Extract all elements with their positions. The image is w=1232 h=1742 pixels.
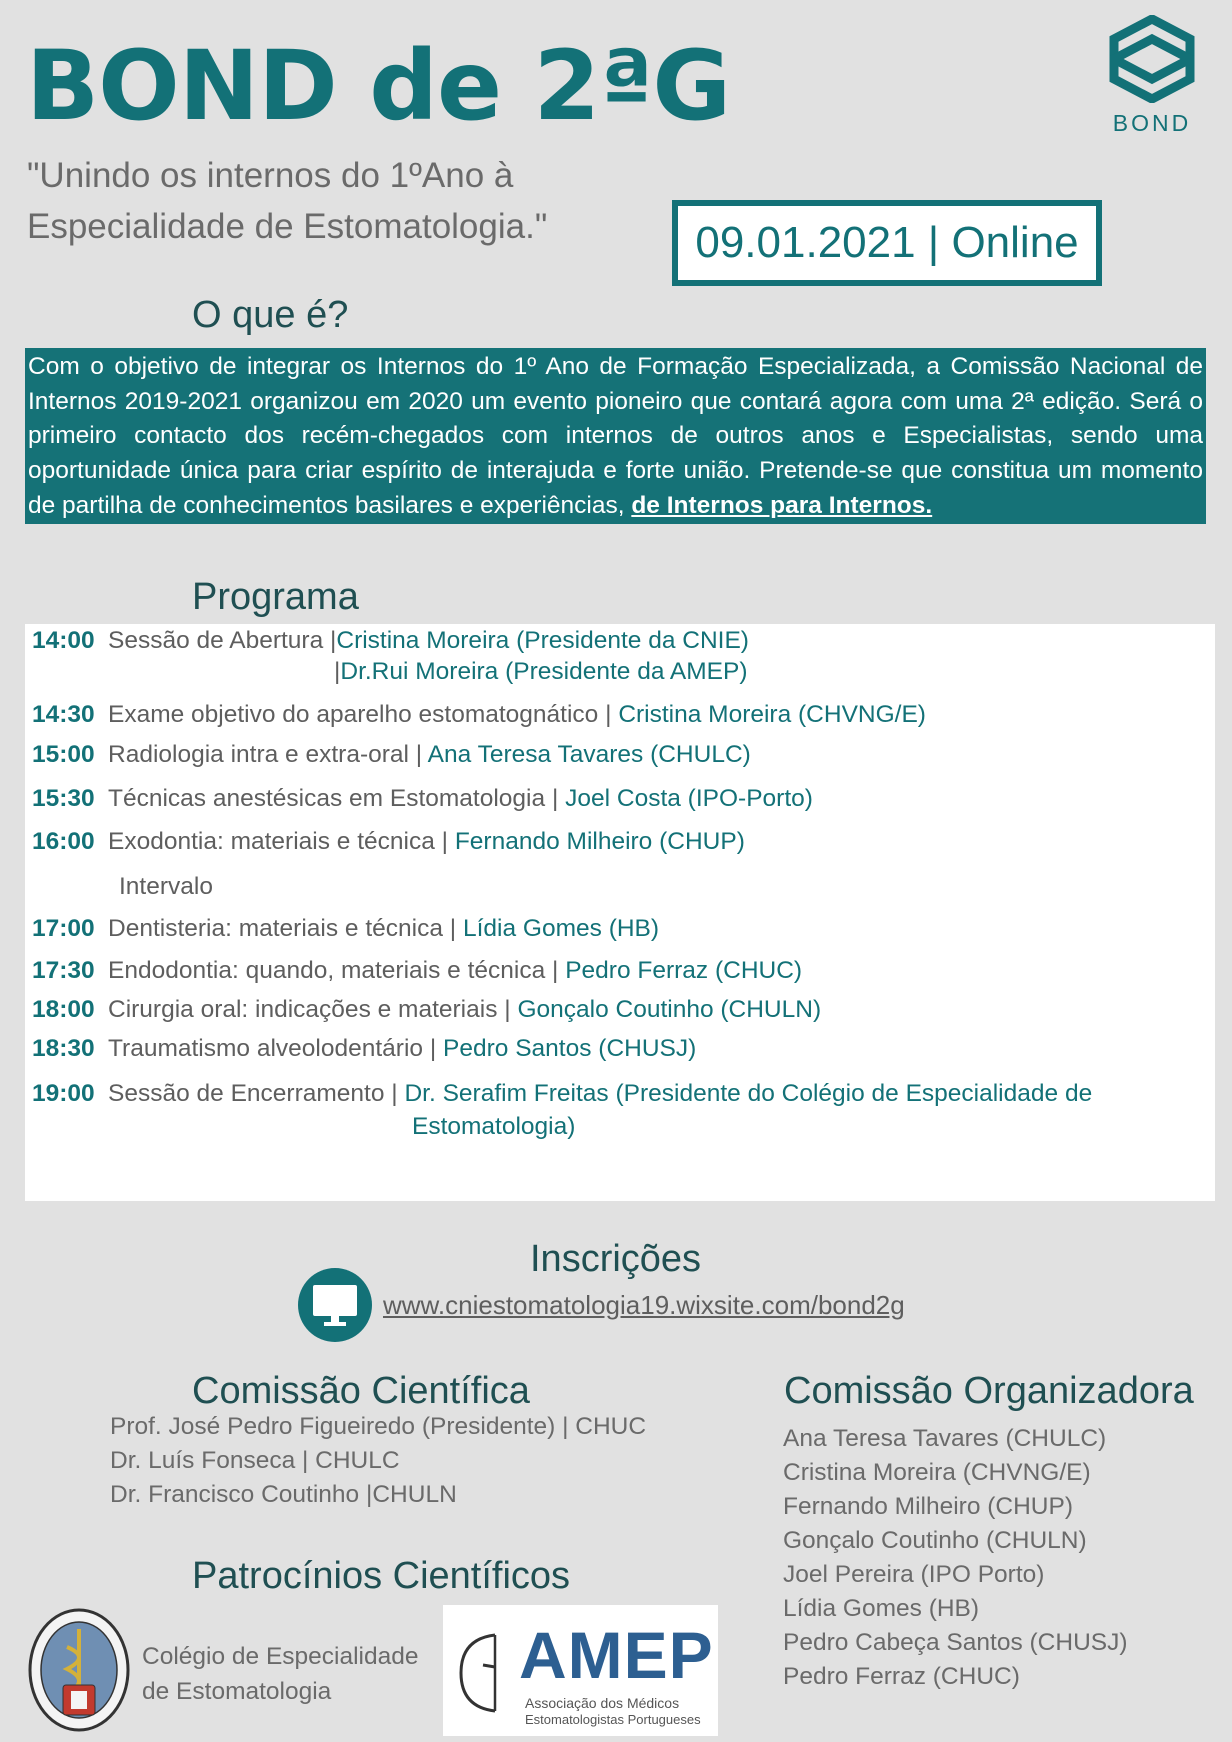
- bond-logo: [1102, 15, 1202, 137]
- program-speaker: Cristina Moreira (CHVNG/E): [618, 701, 926, 728]
- event-tagline: [27, 150, 547, 252]
- program-title: Dentisteria: materiais e técnica: [108, 915, 443, 942]
- amep-face-icon: [443, 1605, 523, 1736]
- ordem-medicos-seal-logo: [27, 1607, 131, 1733]
- program-time: 14:30: [32, 701, 95, 728]
- program-title: Traumatismo alveolodentário: [108, 1035, 424, 1062]
- college-sponsor-name: [142, 1639, 419, 1709]
- program-speaker: Joel Costa (IPO-Porto): [565, 785, 813, 812]
- list-item: Prof. José Pedro Figueiredo (Presidente) | CHUC: [110, 1413, 647, 1440]
- college-name-line-1: Colégio de Especialidade: [142, 1643, 419, 1670]
- program-speaker: Ana Teresa Tavares (CHULC): [427, 741, 751, 768]
- program-description: Dentisteria: materiais e técnica | Lídia Gomes (HB): [108, 915, 660, 942]
- sponsors-heading: Patrocínios Científicos: [192, 1555, 571, 1597]
- program-table: [25, 624, 1215, 1201]
- program-time: 15:00: [32, 741, 95, 768]
- scientific-committee-list: [110, 1410, 646, 1512]
- list-item: Fernando Milheiro (CHUP): [783, 1493, 1074, 1520]
- program-title: Exodontia: materiais e técnica: [108, 828, 435, 855]
- program-time: 14:00: [32, 627, 95, 654]
- organizing-committee-heading: Comissão Organizadora: [784, 1370, 1194, 1412]
- program-speaker: Lídia Gomes (HB): [462, 915, 660, 942]
- separator: |: [334, 658, 341, 685]
- about-box: [25, 348, 1206, 524]
- list-item: Lídia Gomes (HB): [783, 1595, 980, 1622]
- program-title: Cirurgia oral: indicações e materiais: [108, 996, 498, 1023]
- program-title: Radiologia intra e extra-oral: [108, 741, 409, 768]
- program-description: Cirurgia oral: indicações e materiais | Gonçalo Coutinho (CHULN): [108, 996, 822, 1023]
- logo-text: BOND: [1112, 110, 1192, 136]
- tagline-line-1: "Unindo os internos do 1ºAno à: [27, 156, 514, 195]
- amep-subtitle-1: Associação dos Médicos: [525, 1695, 680, 1711]
- program-speaker: Gonçalo Coutinho (CHULN): [517, 996, 822, 1023]
- program-title: Técnicas anestésicas em Estomatologia: [108, 785, 546, 812]
- scientific-committee-heading: Comissão Científica: [192, 1370, 530, 1412]
- registration-heading: Inscrições: [530, 1238, 702, 1280]
- program-speaker: Fernando Milheiro (CHUP): [454, 828, 745, 855]
- program-time: 18:30: [32, 1035, 95, 1062]
- list-item: Ana Teresa Tavares (CHULC): [783, 1425, 1107, 1452]
- monitor-icon: [298, 1268, 372, 1342]
- organizing-committee-list: [783, 1422, 1128, 1694]
- program-description: Exodontia: materiais e técnica | Fernando Milheiro (CHUP): [108, 828, 745, 855]
- program-time: 17:30: [32, 957, 95, 984]
- program-speaker: Cristina Moreira (Presidente da CNIE): [336, 627, 749, 654]
- program-title: Exame objetivo do aparelho estomatognático: [108, 701, 599, 728]
- program-speaker: Dr. Serafim Freitas (Presidente do Colégio de Especialidade de: [404, 1080, 1093, 1107]
- program-speaker: Pedro Ferraz (CHUC): [565, 957, 803, 984]
- list-item: Gonçalo Coutinho (CHULN): [783, 1527, 1087, 1554]
- program-description: Sessão de Encerramento | Dr. Serafim Freitas (Presidente do Colégio de Especialidade de: [108, 1080, 1093, 1107]
- amep-subtitle-2: Estomatologistas Portugueses: [525, 1712, 701, 1727]
- program-heading: Programa: [192, 576, 359, 618]
- separator: |: [330, 627, 337, 654]
- list-item: Pedro Ferraz (CHUC): [783, 1663, 1020, 1690]
- tagline-line-2: Especialidade de Estomatologia.": [27, 207, 548, 246]
- program-time: 17:00: [32, 915, 95, 942]
- program-description: Técnicas anestésicas em Estomatologia | Joel Costa (IPO-Porto): [108, 785, 813, 812]
- college-name-line-2: de Estomatologia: [142, 1678, 332, 1705]
- program-description: [334, 655, 748, 688]
- program-speaker: Dr.Rui Moreira (Presidente da AMEP): [340, 658, 748, 685]
- page-title: BOND de 2ªG: [26, 30, 731, 142]
- amep-name: AMEP: [519, 1618, 714, 1692]
- program-speaker: Pedro Santos (CHUSJ): [443, 1035, 697, 1062]
- program-time: 15:30: [32, 785, 95, 812]
- program-title: Endodontia: quando, materiais e técnica: [108, 957, 546, 984]
- about-emphasis: de Internos para Internos.: [631, 491, 933, 519]
- about-heading: O que é?: [192, 294, 349, 336]
- list-item: Joel Pereira (IPO Porto): [783, 1561, 1045, 1588]
- program-title: Sessão de Encerramento: [108, 1080, 385, 1107]
- about-body: Com o objetivo de integrar os Internos do 1º Ano de Formação Especializada, a Comissão Nacional de Internos 2019-2021 organizou em 2020 um evento pioneiro que contará agora com uma 2ª edição. Será o primeiro contacto dos recém-chegados com internos de outros anos e Especialistas, sendo uma oportunidade única para criar espírito de interajuda e forte união. Pretende-se que constitua um momento de partilha de conhecimentos basilares e experiências,: [28, 353, 1203, 519]
- list-item: Dr. Francisco Coutinho |CHULN: [110, 1481, 457, 1508]
- program-time: 18:00: [32, 996, 95, 1023]
- program-title: Sessão de Abertura: [108, 627, 331, 654]
- list-item: Pedro Cabeça Santos (CHUSJ): [783, 1629, 1128, 1656]
- program-time: 19:00: [32, 1080, 95, 1107]
- date-badge-text: 09.01.2021 | Online: [678, 206, 1096, 280]
- list-item: Cristina Moreira (CHVNG/E): [783, 1459, 1091, 1486]
- bond-cube-icon: [1108, 15, 1196, 103]
- date-badge: [672, 200, 1102, 286]
- program-description: [108, 624, 749, 657]
- program-description: Exame objetivo do aparelho estomatognático | Cristina Moreira (CHVNG/E): [108, 701, 926, 728]
- list-item: Dr. Luís Fonseca | CHULC: [110, 1447, 400, 1474]
- break-label: Intervalo: [119, 873, 213, 900]
- amep-logo: [443, 1605, 718, 1736]
- program-description: Traumatismo alveolodentário | Pedro Santos (CHUSJ): [108, 1035, 697, 1062]
- registration-link[interactable]: www.cniestomatologia19.wixsite.com/bond2g: [383, 1290, 905, 1320]
- program-speaker: Estomatologia): [412, 1113, 576, 1140]
- program-description: Radiologia intra e extra-oral | Ana Teresa Tavares (CHULC): [108, 741, 751, 768]
- program-description: Endodontia: quando, materiais e técnica | Pedro Ferraz (CHUC): [108, 957, 803, 984]
- program-time: 16:00: [32, 828, 95, 855]
